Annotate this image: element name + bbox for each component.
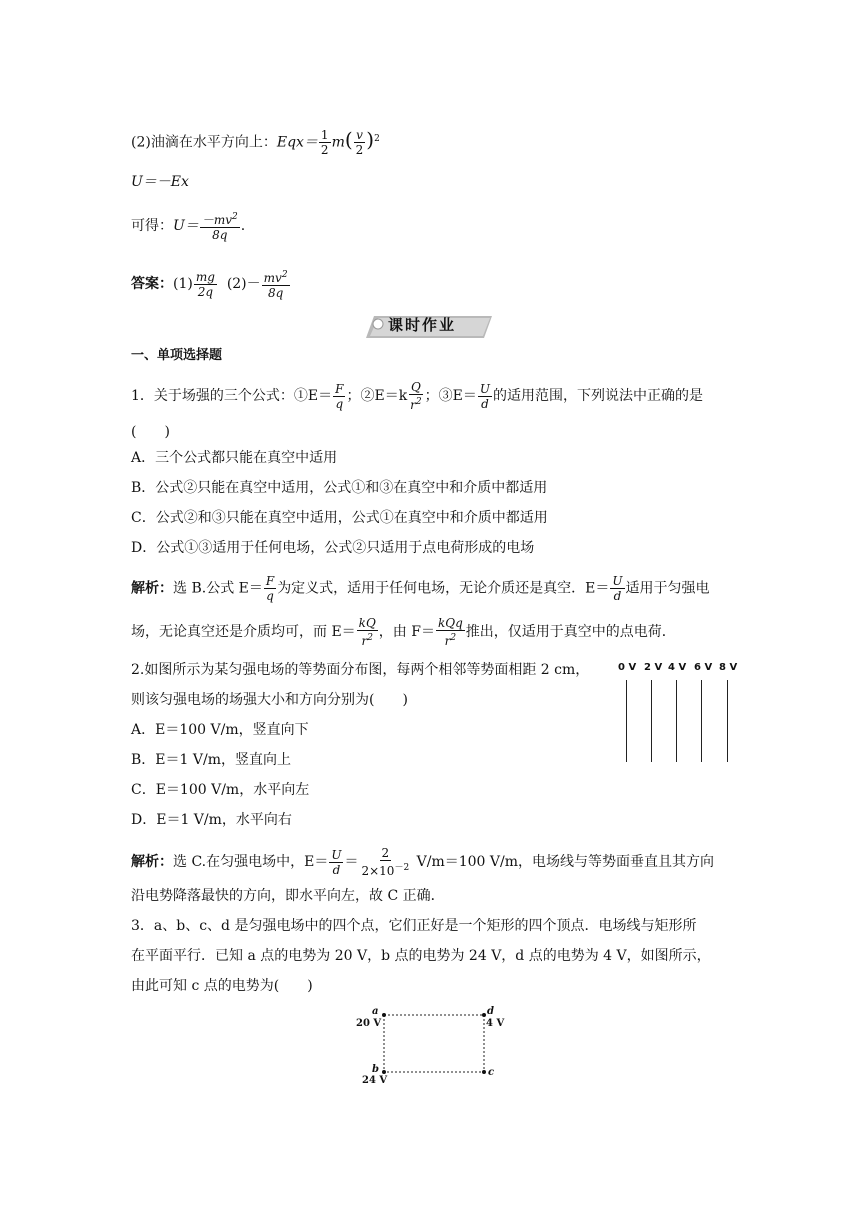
text: . (240, 218, 246, 234)
equipotential-line (676, 680, 677, 762)
fraction (610, 574, 624, 603)
q2-stem-2: 则该匀强电场的场强大小和方向分别为( ) (131, 692, 408, 708)
frac-num: U (612, 574, 623, 588)
q2-option-d: D．E＝1 V/m，水平向右 (131, 812, 292, 828)
frac-num: U (479, 381, 491, 396)
text: ；②E＝k (346, 388, 408, 404)
equipotential-line (626, 680, 627, 762)
exponent: 2 (374, 133, 380, 144)
frac-num: kQq (437, 616, 463, 630)
text: 推出，仅适用于真空中的点电荷． (465, 624, 676, 640)
frac-num: U (331, 847, 342, 862)
q3-stem-2: 在平面平行．已知 a 点的电势为 20 V，b 点的电势为 24 V，d 点的电势为 4 V，如图所示， (131, 948, 711, 964)
frac-den: 2 (355, 143, 364, 157)
fraction (319, 128, 331, 157)
point-b-dot (382, 1070, 386, 1074)
frac-num: Q (410, 380, 421, 394)
frac-den: q (266, 589, 274, 603)
point-b-potential: 24 V (362, 1075, 388, 1086)
exponent: －2 (394, 863, 410, 873)
text: (2)－ (226, 276, 261, 292)
math: Eqx＝ (276, 134, 318, 151)
fraction (333, 382, 345, 411)
q2-option-c: C．E＝100 V/m，水平向左 (131, 782, 310, 798)
point-a-label: a (372, 1006, 379, 1017)
solution-line-2: U＝－Ex (131, 174, 189, 190)
frac-den: 8q (267, 286, 284, 300)
text: ；③E＝ (424, 388, 477, 404)
point-d-dot (482, 1013, 486, 1017)
frac-num: kQ (358, 616, 376, 630)
dashed-rectangle (384, 1015, 484, 1072)
frac-den: 8q (212, 228, 228, 242)
potential-label: 0 V (618, 662, 637, 673)
frac-num: 1 (320, 128, 329, 142)
potential-label: 8 V (719, 662, 738, 673)
point-b-label: b (372, 1064, 379, 1075)
equipotential-line (701, 680, 702, 762)
frac-num: F (335, 381, 344, 396)
potential-label: 6 V (694, 662, 713, 673)
text: 选 B.公式 E＝ (173, 580, 263, 597)
fraction (408, 380, 423, 412)
section-title: 一、单项选择题 (131, 348, 223, 363)
solution-line-3 (131, 210, 245, 242)
text: ，由 F＝ (378, 624, 435, 640)
q2-explanation-2: 沿电势降落最快的方向，即水平向左，故 C 正确． (131, 888, 445, 904)
text: 1．关于场强的三个公式：①E＝ (131, 388, 333, 404)
frac-den (443, 631, 458, 648)
fraction (478, 382, 492, 411)
exponent: 2 (231, 212, 238, 222)
paren-right: ) (366, 127, 375, 152)
exponent: 2 (415, 397, 422, 407)
frac-num: mg (195, 269, 215, 284)
text: 场，无论真空还是介质均可，而 E＝ (131, 624, 356, 640)
den-text: r (410, 398, 416, 412)
text: 的适用范围，下列说法中正确的是 (493, 388, 704, 404)
point-a-potential: 20 V (356, 1018, 382, 1029)
potential-label: 2 V (644, 662, 663, 673)
paren-left: ( (344, 127, 353, 152)
explanation-label: 解析： (131, 854, 173, 870)
q2-option-b: B．E＝1 V/m，竖直向上 (131, 752, 291, 768)
exponent: 2 (450, 633, 457, 643)
text: 可得： (131, 218, 173, 234)
q1-option-a: A．三个公式都只能在真空中适用 (131, 450, 338, 466)
text: ＝ (344, 854, 359, 870)
point-c-label: c (488, 1067, 495, 1078)
math: U＝ (173, 218, 199, 234)
q1-stem (131, 380, 703, 412)
frac-den: q (335, 396, 344, 411)
text: 选 C.在匀强电场中，E＝ (173, 854, 329, 870)
q3-stem-3: 由此可知 c 点的电势为( ) (131, 978, 313, 994)
fraction (329, 848, 343, 877)
equipotential-line (727, 680, 728, 762)
point-a-dot (382, 1013, 386, 1017)
fraction (262, 268, 290, 300)
point-c-dot (482, 1070, 486, 1074)
num-text: －mv (201, 213, 232, 227)
text: V/m＝100 V/m，电场线与等势面垂直且其方向 (412, 854, 714, 870)
fraction (200, 210, 240, 242)
frac-den: d (613, 589, 622, 603)
rectangle-figure (380, 1012, 490, 1076)
frac-den (359, 861, 411, 878)
frac-den (408, 395, 423, 412)
q2-explanation-1 (131, 846, 714, 878)
fraction (194, 270, 217, 299)
exponent: 2 (281, 270, 288, 280)
frac-num: v (356, 128, 363, 142)
point-d-potential: 4 V (486, 1018, 505, 1029)
explanation-label: 解析： (131, 580, 173, 597)
potential-label: 4 V (668, 662, 687, 673)
answer-line (131, 268, 291, 300)
q1-explanation-2 (131, 616, 676, 648)
q1-option-c: C．公式②和③只能在真空中适用，公式①在真空中和介质中都适用 (131, 510, 548, 526)
q1-option-d: D．公式①③适用于任何电场，公式②只适用于点电荷形成的电场 (131, 540, 535, 556)
fraction (357, 616, 378, 648)
q1-paren: ( ) (131, 424, 170, 440)
q1-option-b: B．公式②只能在真空中适用，公式①和③在真空中和介质中都适用 (131, 480, 548, 496)
fraction (264, 574, 276, 603)
text: 适用于匀强电 (625, 580, 710, 597)
equipotential-line (651, 680, 652, 762)
solution-line-1 (131, 128, 380, 157)
q2-option-a: A．E＝100 V/m，竖直向下 (131, 722, 309, 738)
frac-num: F (265, 574, 275, 588)
den-text: r (361, 634, 368, 648)
fraction (359, 846, 411, 878)
section-banner-text: 课时作业 (388, 316, 457, 334)
q1-explanation-1 (131, 574, 710, 603)
text: 为定义式，适用于任何电场，无论介质还是真空．E＝ (277, 580, 610, 597)
exponent: 2 (367, 633, 373, 643)
point-d-label: d (487, 1006, 494, 1017)
text: (2)油滴在水平方向上： (131, 134, 277, 151)
answer-label: 答案： (131, 276, 173, 292)
q3-stem-1: 3．a、b、c、d 是匀强电场中的四个点，它们正好是一个矩形的四个顶点．电场线与矩形所 (131, 918, 697, 934)
frac-den: 2q (197, 284, 214, 299)
frac-den: d (481, 396, 489, 411)
den-text: r (444, 634, 451, 648)
num-text: mv (263, 271, 282, 285)
q2-stem-1: 2.如图所示为某匀强电场的等势面分布图，每两个相邻等势面相距 2 cm， (131, 662, 590, 678)
math: m (331, 134, 345, 151)
frac-num: 2 (381, 846, 390, 860)
fraction (354, 128, 366, 157)
text: (1) (173, 276, 193, 292)
frac-den: d (332, 862, 341, 877)
frac-den (359, 631, 374, 648)
frac-num (262, 268, 290, 286)
frac-den: 2 (320, 143, 329, 157)
den-text: 2×10 (361, 864, 395, 878)
fraction (436, 616, 465, 648)
frac-num (200, 210, 240, 228)
